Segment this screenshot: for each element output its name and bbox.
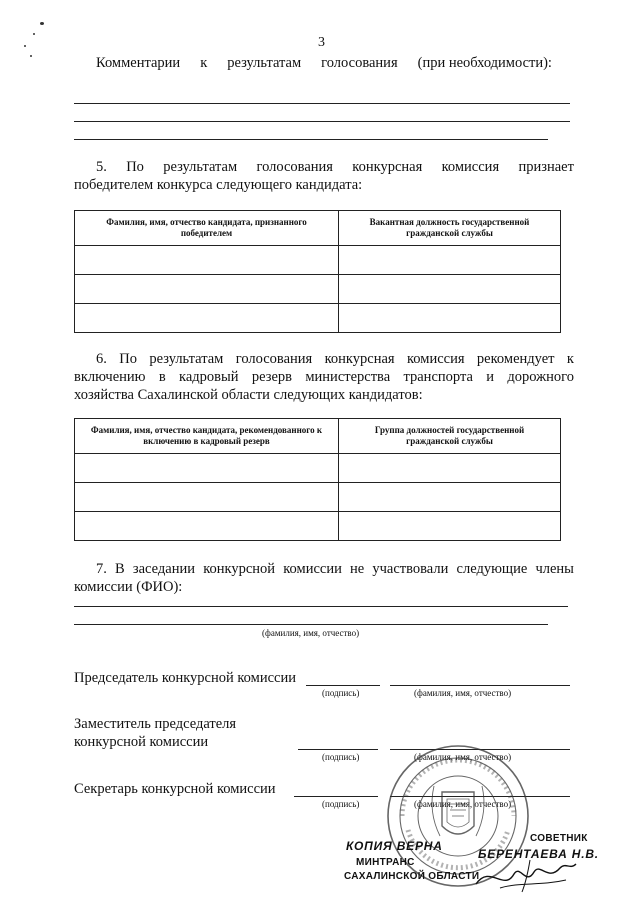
winner-position-header: Вакантная должность государственной гражданской службы <box>339 211 561 246</box>
table-row <box>75 246 561 275</box>
section5-paragraph-line1 <box>96 158 574 176</box>
section6-paragraph-line2 <box>74 368 574 386</box>
section5-word: комиссия <box>441 159 500 175</box>
comments-fill-line <box>74 103 570 104</box>
section6-word: По <box>119 351 138 367</box>
secretary-label: Секретарь конкурсной комиссии <box>74 781 276 797</box>
table-header-row <box>75 419 561 454</box>
reserve-group-header: Группа должностей государственной гражданской службы <box>339 419 561 454</box>
table-row <box>75 304 561 333</box>
section7-word: заседании <box>132 561 196 577</box>
section7-word: члены <box>535 561 574 577</box>
section6-paragraph-line1 <box>96 350 574 368</box>
certifier-org-line2: САХАЛИНСКОЙ ОБЛАСТИ <box>344 871 480 882</box>
table-cell[interactable] <box>75 304 339 333</box>
section6-paragraph-line3: хозяйства Сахалинской области следующих кандидатов: <box>74 387 423 403</box>
section7-paragraph-line1 <box>96 560 574 578</box>
section6-word: и <box>486 369 495 385</box>
page-number: 3 <box>318 35 325 50</box>
section6-word: включению <box>74 369 146 385</box>
table-cell[interactable] <box>75 246 339 275</box>
reserve-name-header: Фамилия, имя, отчество кандидата, рекомендованного к включению в кадровый резерв <box>75 419 339 454</box>
table-header-row <box>75 211 561 246</box>
absent-members-line <box>74 606 568 607</box>
table-row <box>75 275 561 304</box>
section5-word: результатам <box>163 159 238 175</box>
section6-word: транспорта <box>403 369 473 385</box>
deputy-label-line1: Заместитель председателя <box>74 716 237 732</box>
secretary-signature-line[interactable] <box>294 796 378 797</box>
certifier-org-line1: МИНТРАНС <box>356 857 415 868</box>
signature-caption: (подпись) <box>322 688 360 698</box>
table-cell[interactable] <box>75 275 339 304</box>
certifier-name: БЕРЕНТАЕВА Н.В. <box>478 847 599 861</box>
section6-word: резерв <box>251 369 293 385</box>
reserve-table <box>74 418 561 541</box>
table-cell[interactable] <box>75 483 339 512</box>
section5-word: голосования <box>256 159 333 175</box>
section6-word: министерства <box>305 369 391 385</box>
section7-word: не <box>350 561 365 577</box>
table-cell[interactable] <box>339 483 561 512</box>
table-cell[interactable] <box>339 246 561 275</box>
section6-word: в <box>158 369 166 385</box>
table-cell[interactable] <box>339 454 561 483</box>
winner-name-header: Фамилия, имя, отчество кандидата, признанного победителем <box>75 211 339 246</box>
absent-members-caption: (фамилия, имя, отчество) <box>262 628 360 638</box>
section7-word: комиссии <box>283 561 342 577</box>
chairman-signature-line[interactable] <box>306 685 380 686</box>
section5-paragraph-line2: победителем конкурса следующего кандидата: <box>74 177 363 193</box>
comments-word: голосования <box>321 55 398 71</box>
copy-true-mark: КОПИЯ ВЕРНА <box>346 839 443 853</box>
chairman-name-line[interactable] <box>390 685 570 686</box>
section6-word: голосования <box>235 351 313 367</box>
comments-fill-line <box>74 121 570 122</box>
table-row <box>75 483 561 512</box>
name-caption: (фамилия, имя, отчество) <box>414 752 512 762</box>
handwritten-signature <box>470 852 580 896</box>
section6-word: конкурсная <box>324 351 395 367</box>
comments-word: результатам <box>227 55 302 71</box>
deputy-signature-line[interactable] <box>298 749 378 750</box>
table-cell[interactable] <box>75 454 339 483</box>
comments-fill-line <box>74 139 548 140</box>
name-caption: (фамилия, имя, отчество) <box>414 688 512 698</box>
deputy-label-line2: конкурсной комиссии <box>74 734 209 750</box>
table-row <box>75 454 561 483</box>
scan-speck <box>40 22 44 25</box>
section5-word: 5. <box>96 159 107 175</box>
table-cell[interactable] <box>75 512 339 541</box>
comments-word: (при необходимости): <box>417 55 552 71</box>
section6-word: результатам <box>149 351 224 367</box>
comments-heading <box>96 54 552 72</box>
section5-word: конкурсная <box>352 159 423 175</box>
section7-word: 7. <box>96 561 107 577</box>
section7-word: В <box>115 561 125 577</box>
section5-word: признает <box>518 159 574 175</box>
section6-word: рекомендует <box>476 351 555 367</box>
absent-members-line <box>74 624 548 625</box>
section6-word: комиссия <box>406 351 465 367</box>
chairman-label: Председатель конкурсной комиссии <box>74 670 296 686</box>
comments-word: Комментарии <box>96 55 181 71</box>
section6-word: 6. <box>96 351 107 367</box>
section7-word: следующие <box>456 561 528 577</box>
winner-table <box>74 210 561 333</box>
certifier-position: СОВЕТНИК <box>530 833 588 844</box>
section6-word: к <box>566 351 574 367</box>
table-cell[interactable] <box>339 304 561 333</box>
section7-word: конкурсной <box>203 561 276 577</box>
section6-word: кадровый <box>179 369 239 385</box>
signature-caption: (подпись) <box>322 799 360 809</box>
scan-speck <box>30 55 32 57</box>
table-cell[interactable] <box>339 512 561 541</box>
scan-speck <box>33 33 35 35</box>
table-row <box>75 512 561 541</box>
signature-caption: (подпись) <box>322 752 360 762</box>
section7-word: участвовали <box>372 561 449 577</box>
scan-speck <box>24 45 26 47</box>
section5-word: По <box>126 159 144 175</box>
table-cell[interactable] <box>339 275 561 304</box>
section7-paragraph-line2: комиссии (ФИО): <box>74 579 183 595</box>
section6-word: дорожного <box>507 369 574 385</box>
name-caption: (фамилия, имя, отчество) <box>414 799 512 809</box>
comments-word: к <box>200 55 208 71</box>
